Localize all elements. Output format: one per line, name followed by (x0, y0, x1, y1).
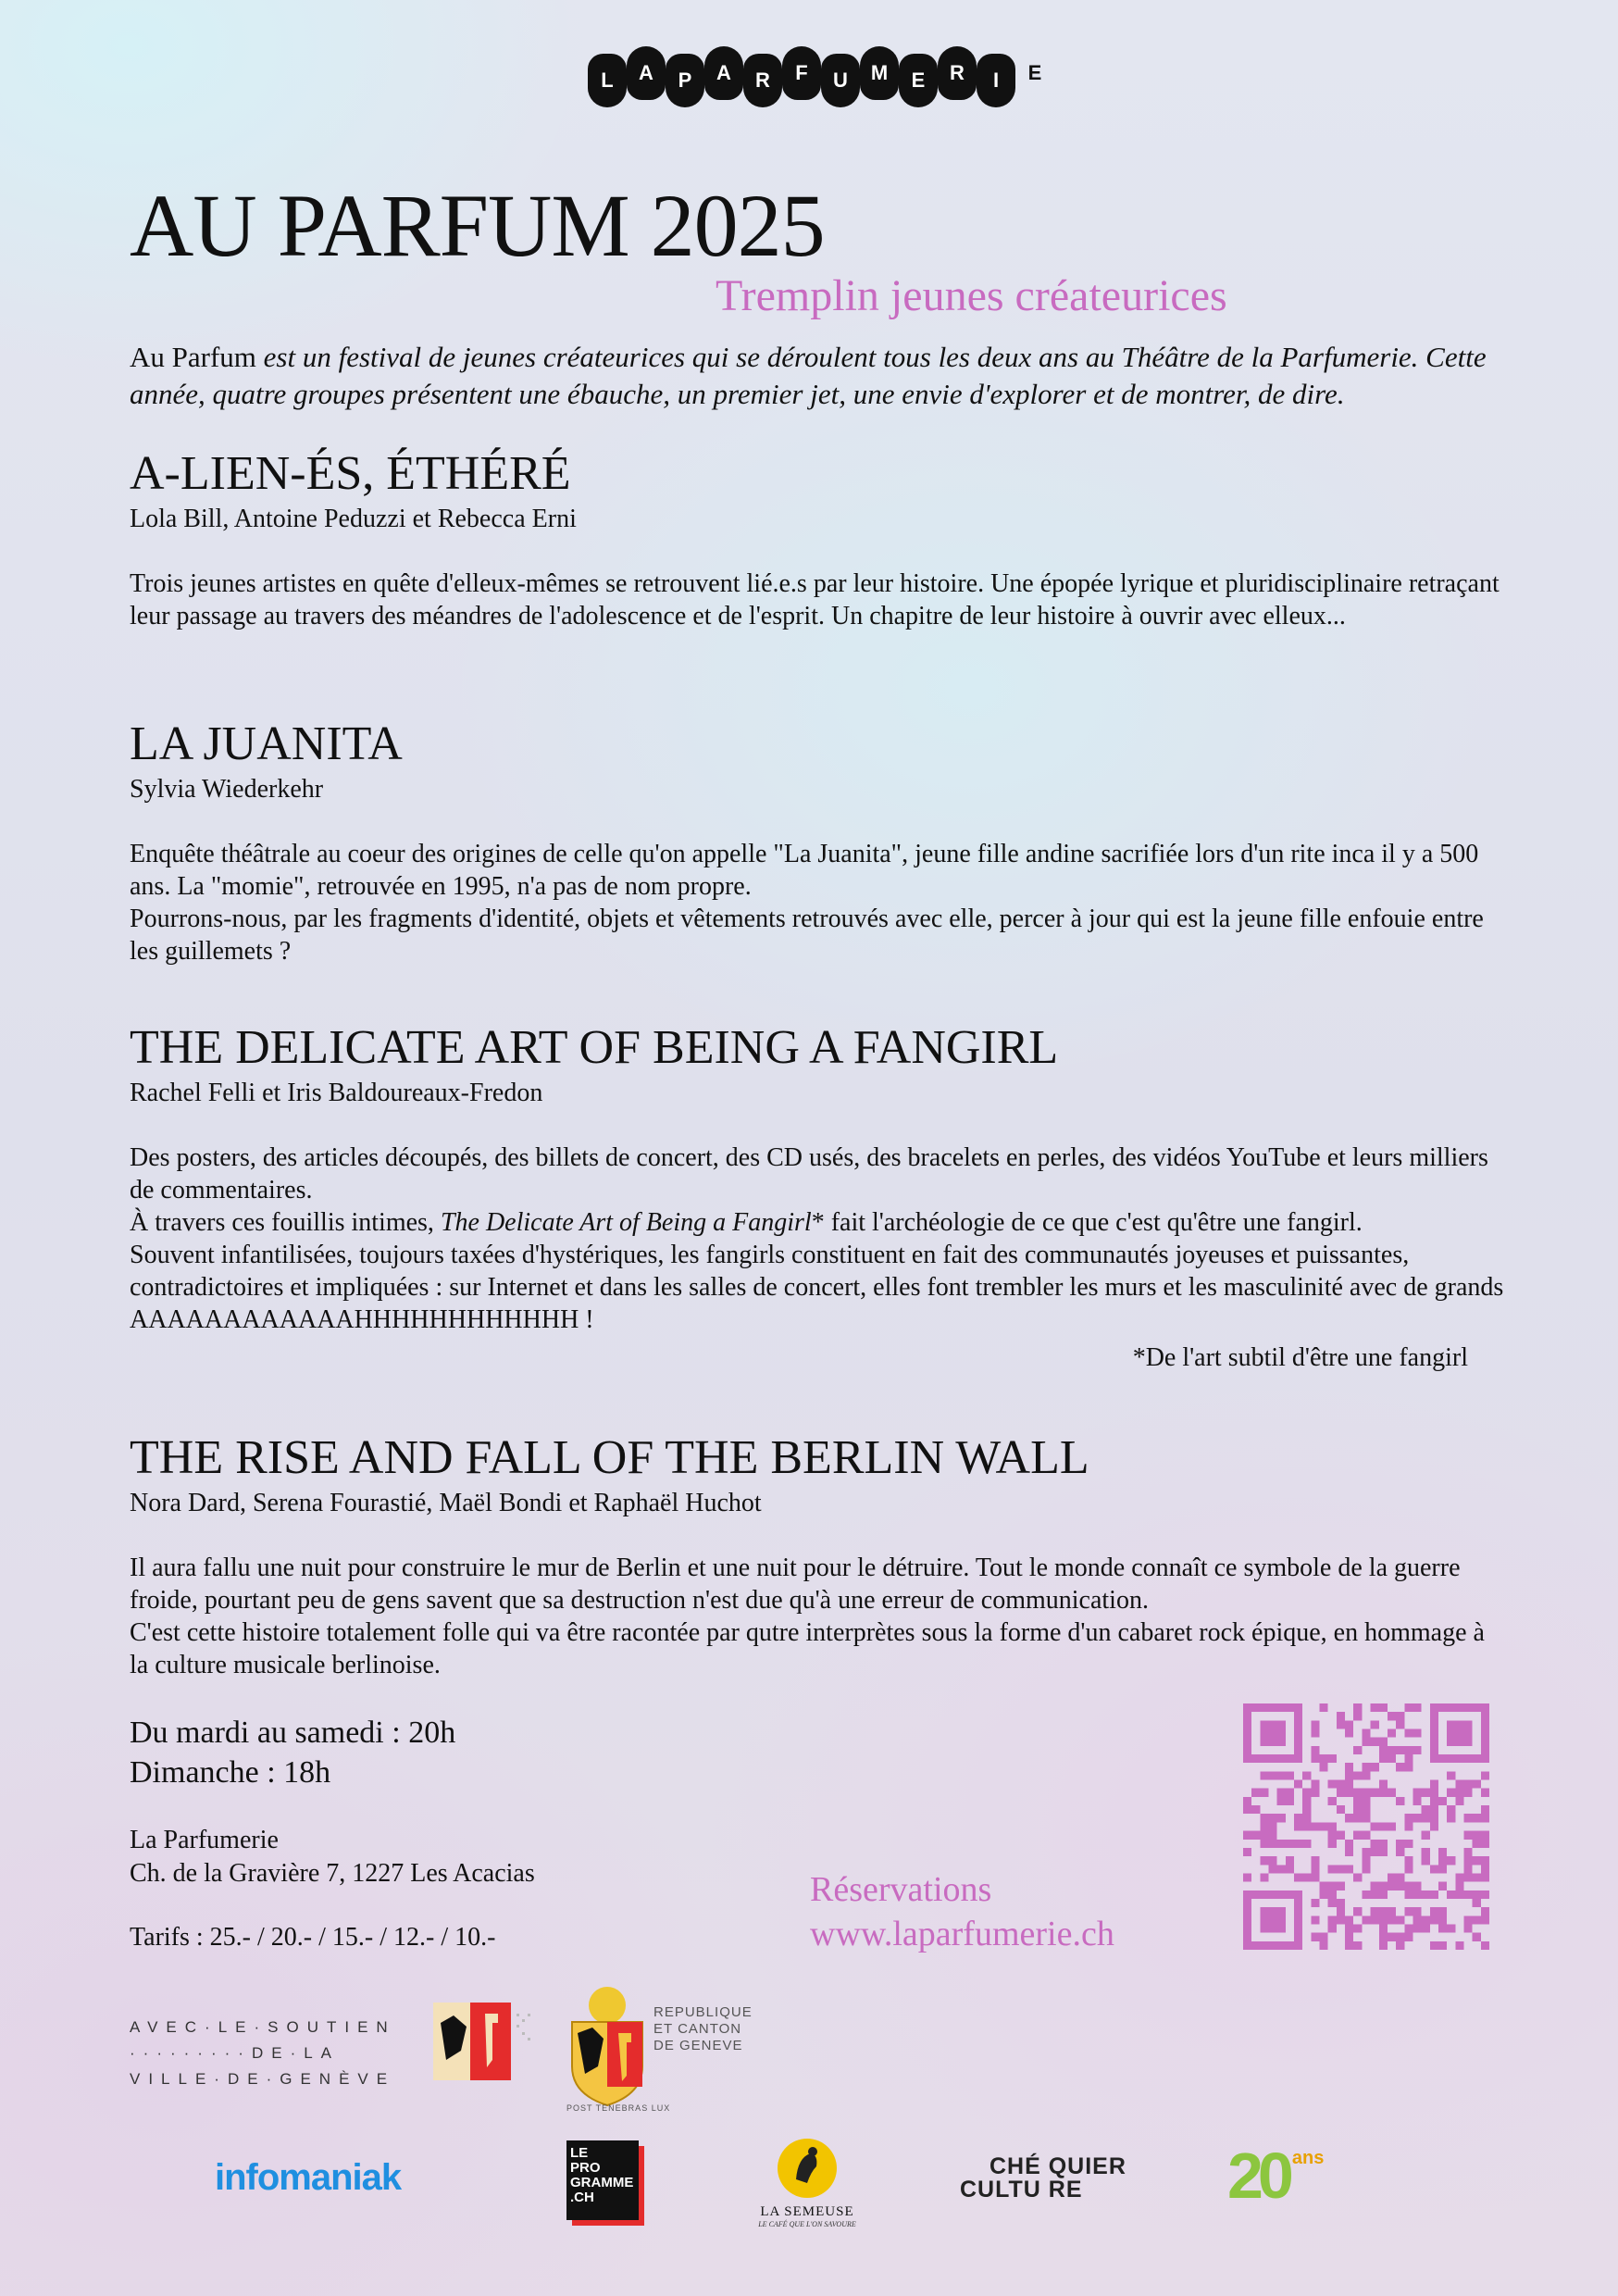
show-alienes (130, 446, 1509, 632)
desc-paragraph: Pourrons-nous, par les fragments d'identité, objets et vêtements retrouvés avec elle, percer à jour qui est la jeune fille enfouie entre les guillemets ? (130, 905, 1484, 966)
page-subtitle: Tremplin jeunes créateurices (716, 271, 1227, 320)
desc-paragraph: Enquête théâtrale au coeur des origines de celle qu'on appelle "La Juanita", jeune fille andine sacrifiée lors d'un rite inca il y a 500 ans. La "momie", retrouvée en 1995, n'a pas de nom propre. (130, 840, 1479, 901)
reservations (810, 1867, 1114, 1956)
page-title: AU PARFUM 2025 (130, 176, 825, 275)
le-programme-logo (566, 2140, 639, 2220)
logo-letter: R (743, 54, 782, 107)
semeuse-name: LA SEMEUSE (760, 2204, 854, 2219)
anniversary-word: ans (1291, 2148, 1325, 2168)
cheque-culture-logo (960, 2155, 1126, 2202)
tarifs: Tarifs : 25.- / 20.- / 15.- / 12.- / 10.- (130, 1923, 496, 1952)
logo-letter: R (938, 46, 977, 100)
infomaniak-logo: infomaniak (215, 2157, 402, 2198)
show-delicate-art (130, 1020, 1509, 1373)
venue-address: Ch. de la Gravière 7, 1227 Les Acacias (130, 1859, 535, 1888)
show-credits: Lola Bill, Antoine Peduzzi et Rebecca Erni (130, 505, 577, 533)
show-credits: Sylvia Wiederkehr (130, 775, 324, 804)
anniversary-20-logo (1227, 2139, 1324, 2213)
schedule-sunday: Dimanche : 18h (130, 1755, 331, 1790)
sponsor-text-line: AVEC·LE·SOUTIEN (130, 2018, 396, 2036)
desc-paragraph: Trois jeunes artistes en quête d'elleux-mêmes se retrouvent lié.e.s par leur histoire. Une épopée lyrique et pluridisciplinaire retraçant leur passage au travers des méandres de l'adolescence et de l'esprit. Un chapitre de leur histoire à ouvrir avec elleux... (130, 569, 1500, 630)
logo-text-line: GRAMME (570, 2175, 634, 2190)
desc-text: * fait l'archéologie de ce que c'est qu'être une fangirl. (811, 1208, 1363, 1237)
logo-letter: L (588, 54, 627, 107)
qr-code[interactable] (1243, 1703, 1489, 1950)
sponsor-text-line: DE GENEVE (653, 2038, 743, 2053)
logo-text-line: CHÉ QUIER (989, 2153, 1126, 2179)
logo-text-line: LE (570, 2145, 589, 2161)
show-title: A-LIEN-ÉS, ÉTHÉRÉ (130, 447, 571, 500)
intro-lead: Au Parfum (130, 341, 256, 373)
venue-name: La Parfumerie (130, 1826, 279, 1854)
reservations-link[interactable]: www.laparfumerie.ch (810, 1915, 1114, 1953)
intro-paragraph (130, 339, 1500, 413)
show-title: THE RISE AND FALL OF THE BERLIN WALL (130, 1431, 1089, 1484)
la-semeuse-logo (752, 2135, 863, 2228)
logo-letter: F (782, 46, 821, 100)
desc-italic-title: The Delicate Art of Being a Fangirl (440, 1208, 812, 1237)
desc-paragraph: Des posters, des articles découpés, des billets de concert, des CD usés, des bracelets en perles, des vidéos YouTube et leurs milliers de commentaires. (130, 1143, 1488, 1204)
logo-text-line: PRO (570, 2160, 601, 2176)
venue (130, 1824, 535, 1890)
logo-letter: U (821, 54, 860, 107)
show-la-juanita (130, 717, 1509, 967)
show-credits: Nora Dard, Serena Fourastié, Maël Bondi et Raphaël Huchot (130, 1489, 762, 1517)
desc-text: À travers ces fouillis intimes, (130, 1208, 434, 1237)
show-description (130, 1142, 1509, 1336)
desc-paragraph: Il aura fallu une nuit pour construire le mur de Berlin et une nuit pour le détruire. Tout le monde connaît ce symbole de la guerre froide, pourtant peu de gens savent que sa destruction n'est due qu'à une erreur de communication. (130, 1554, 1461, 1615)
sponsor-text-line: VILLE·DE·GENÈVE (130, 2070, 396, 2088)
logo-wordmark (588, 46, 1054, 107)
footnote: *De l'art subtil d'être une fangirl (1132, 1343, 1468, 1372)
logo-text-line: .CH (570, 2190, 594, 2205)
canton-geneve-crest-icon (565, 1981, 650, 2111)
logo-letter: M (860, 46, 899, 100)
brand-logo (588, 46, 1054, 107)
show-title: LA JUANITA (130, 718, 403, 770)
ville-de-geneve-text (130, 2015, 396, 2092)
semeuse-tagline: LE CAFÉ QUE L'ON SAVOURE (758, 2220, 856, 2228)
anniversary-number: 20 (1227, 2140, 1288, 2212)
logo-letter: A (627, 46, 666, 100)
schedule-weekdays: Du mardi au samedi : 20h (130, 1716, 456, 1750)
show-title: THE DELICATE ART OF BEING A FANGIRL (130, 1021, 1059, 1074)
semeuse-emblem-icon (770, 2135, 844, 2200)
show-berlin-wall (130, 1430, 1509, 1681)
logo-letter: E (1027, 61, 1042, 84)
schedule (130, 1713, 455, 1792)
desc-paragraph (130, 1206, 1509, 1239)
ville-geneve-crest-icon (433, 1995, 544, 2080)
desc-paragraph: Souvent infantilisées, toujours taxées d'hystériques, les fangirls constituent en fait des communautés joyeuses et puissantes, contradictoires et impliquées : sur Internet et dans les salles de concert, elles font trembler les murs et les masculinité avec de grands AAAAAAAAAAAAHHHHHHHHHHHH ! (130, 1241, 1504, 1334)
logo-letter: I (977, 54, 1015, 107)
canton-geneve-text (653, 2004, 753, 2054)
logo-letter: P (666, 54, 704, 107)
show-description (130, 1552, 1509, 1681)
logo-text-line: CULTU RE (960, 2177, 1083, 2202)
show-description (130, 568, 1509, 632)
sponsor-text-line: ·········DE·LA (130, 2044, 341, 2062)
show-credits: Rachel Felli et Iris Baldoureaux-Fredon (130, 1079, 543, 1107)
show-description (130, 838, 1509, 967)
reservations-label: Réservations (810, 1870, 992, 1909)
canton-motto: POST TENEBRAS LUX (566, 2103, 671, 2113)
logo-letter: A (704, 46, 743, 100)
desc-paragraph: C'est cette histoire totalement folle qui va être racontée par qutre interprètes sous la forme d'un cabaret rock épique, en hommage à la culture musicale berlinoise. (130, 1618, 1485, 1679)
sponsor-text-line: REPUBLIQUE (653, 2004, 753, 2020)
intro-text: est un festival de jeunes créateurices qui se déroulent tous les deux ans au Théâtre de la Parfumerie. Cette année, quatre groupes présentent une ébauche, un premier jet, une envie d'explorer et de montrer, de dire. (130, 341, 1487, 410)
logo-letter: E (899, 54, 938, 107)
sponsor-text-line: ET CANTON (653, 2021, 742, 2037)
